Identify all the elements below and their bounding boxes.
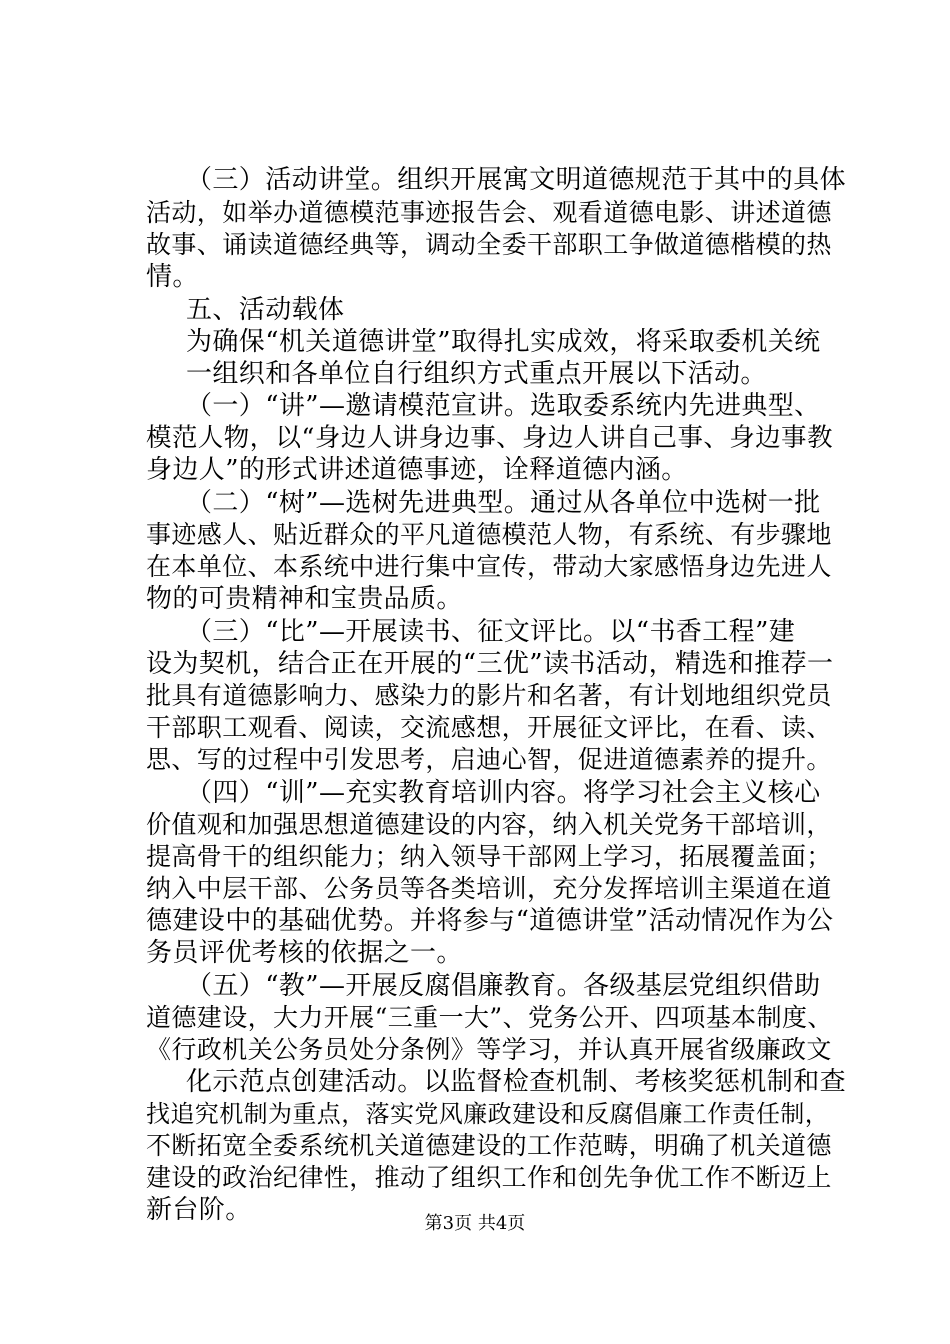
text-line: 道德建设，大力开展“三重一大”、党务公开、四项基本制度、 xyxy=(146,1003,833,1032)
text-line: 活动，如举办道德模范事迹报告会、观看道德电影、讲述道德 xyxy=(146,198,832,227)
text-line: 德建设中的基础优势。并将参与“道德讲堂”活动情况作为公 xyxy=(146,906,834,936)
text-line: 纳入中层干部、公务员等各类培训，充分发挥培训主渠道在道 xyxy=(146,874,832,903)
text-line: 故事、诵读道德经典等，调动全委干部职工争做道德楷模的热 xyxy=(146,230,832,259)
text-line: （二）“树”—选树先进典型。通过从各单位中选树一批 xyxy=(186,488,821,518)
text-line: 事迹感人、贴近群众的平凡道德模范人物，有系统、有步骤地 xyxy=(146,520,832,549)
text-line: 建设的政治纪律性，推动了组织工作和创先争优工作不断迈上 xyxy=(146,1163,832,1192)
text-line: 身边人”的形式讲述道德事迹，诠释道德内涵。 xyxy=(146,455,688,485)
page-footer: 第3页 共4页 xyxy=(424,1213,526,1234)
text-line: （四）“训”—充实教育培训内容。将学习社会主义核心 xyxy=(186,778,821,808)
text-line: （一）“讲”—邀请模范宣讲。选取委系统内先进典型、 xyxy=(186,391,821,421)
text-line: 五、活动载体 xyxy=(186,295,345,325)
text-line: （三）活动讲堂。组织开展寓文明道德规范于其中的具体 xyxy=(186,165,847,195)
text-line: 干部职工观看、阅读，交流感想，开展征文评比，在看、读、 xyxy=(146,713,832,742)
text-line: 价值观和加强思想道德建设的内容，纳入机关党务干部培训， xyxy=(146,810,832,839)
text-line: 在本单位、本系统中进行集中宣传，带动大家感悟身边先进人 xyxy=(146,552,832,581)
text-line: 物的可贵精神和宝贵品质。 xyxy=(146,584,463,614)
text-line: （五）“教”—开展反腐倡廉教育。各级基层党组织借助 xyxy=(186,971,821,1001)
text-line: 为确保“机关道德讲堂”取得扎实成效，将采取委机关统 xyxy=(186,327,821,357)
text-line: 批具有道德影响力、感染力的影片和名著，有计划地组织党员 xyxy=(146,681,832,710)
text-line: 思、写的过程中引发思考，启迪心智，促进道德素养的提升。 xyxy=(146,745,832,774)
text-line: 化示范点创建活动。以监督检查机制、考核奖惩机制和查 xyxy=(186,1067,847,1097)
text-line: 新台阶。 xyxy=(146,1195,252,1225)
text-line: （三）“比”—开展读书、征文评比。以“书香工程”建 xyxy=(186,617,796,647)
text-line: 模范人物，以“身边人讲身边事、身边人讲自己事、身边事教 xyxy=(146,423,833,453)
text-line: 一组织和各单位自行组织方式重点开展以下活动。 xyxy=(186,359,767,389)
text-line: 不断拓宽全委系统机关道德建设的工作范畴，明确了机关道德 xyxy=(146,1131,832,1160)
text-line: 务员评优考核的依据之一。 xyxy=(146,938,463,968)
text-line: 找追究机制为重点，落实党风廉政建设和反腐倡廉工作责任制， xyxy=(146,1100,830,1128)
text-line: 设为契机，结合正在开展的“三优”读书活动，精选和推荐一 xyxy=(146,649,834,679)
text-line: 情。 xyxy=(146,262,199,292)
text-line: 《行政机关公务员处分条例》等学习，并认真开展省级廉政文 xyxy=(146,1035,832,1064)
text-line: 提高骨干的组织能力；纳入领导干部网上学习，拓展覆盖面； xyxy=(146,842,832,871)
